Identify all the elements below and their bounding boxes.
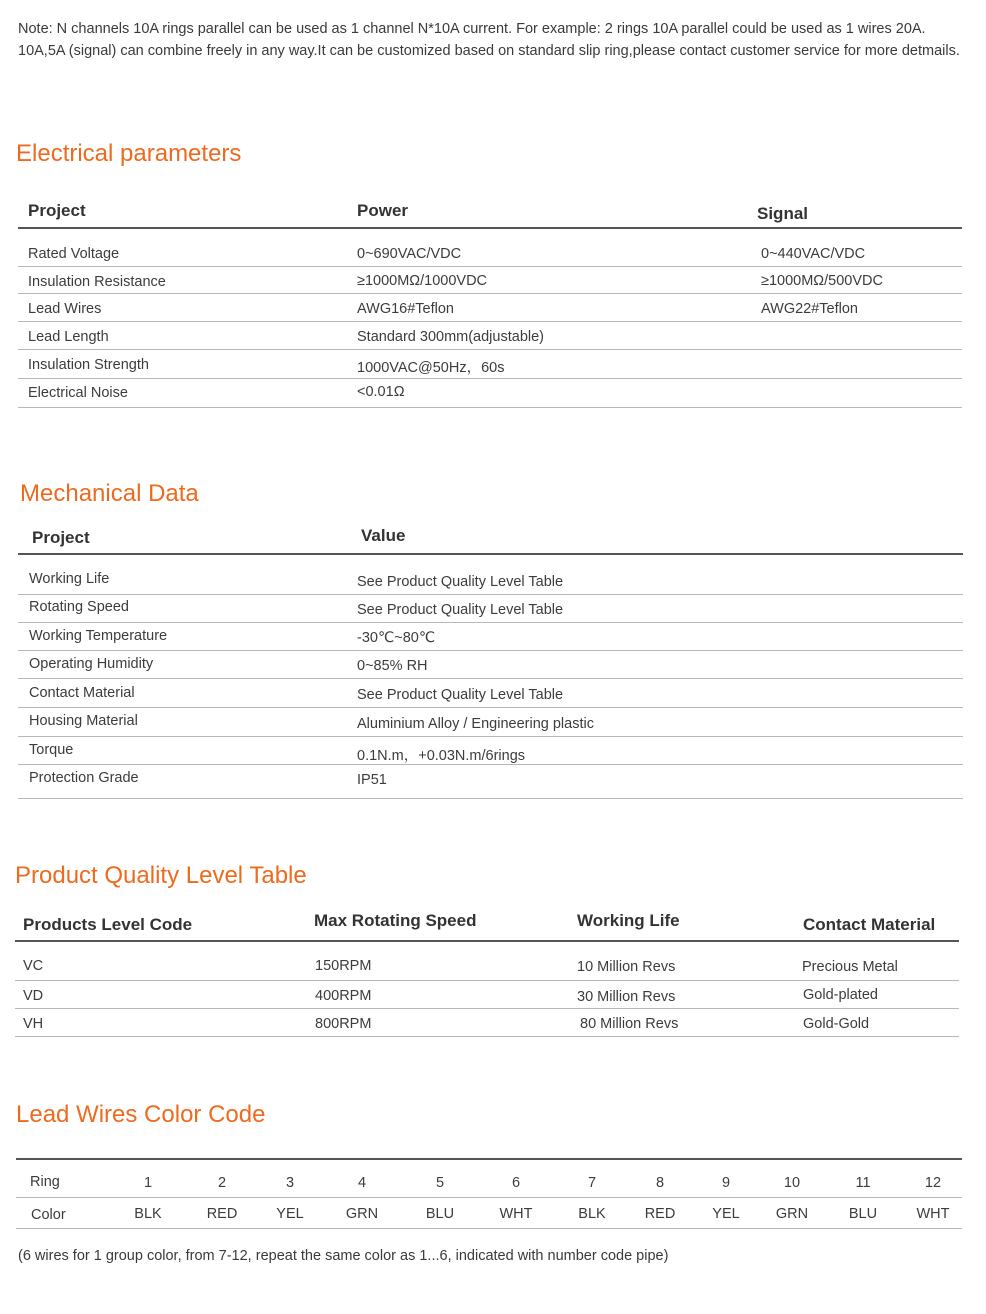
wire-color: WHT: [499, 1206, 533, 1222]
electrical-row-signal: AWG22#Teflon: [761, 301, 858, 317]
wire-color: GRN: [775, 1206, 809, 1222]
quality-row-life: 10 Million Revs: [577, 959, 676, 975]
row-divider: [18, 707, 963, 708]
electrical-row-signal: 0~440VAC/VDC: [761, 246, 866, 262]
wire-color: BLK: [134, 1206, 162, 1222]
row-divider: [18, 678, 963, 679]
quality-title: Product Quality Level Table: [15, 862, 307, 889]
quality-header-level-code: Products Level Code: [23, 915, 193, 934]
row-divider: [18, 622, 963, 623]
row-divider: [16, 1197, 962, 1198]
quality-row-life: 80 Million Revs: [580, 1016, 679, 1032]
mechanical-row-value: 0~85% RH: [357, 658, 428, 674]
row-divider: [18, 650, 963, 651]
ring-number: 5: [435, 1175, 445, 1191]
ring-number: 2: [217, 1175, 227, 1191]
row-divider: [18, 349, 962, 350]
row-divider: [15, 1008, 959, 1009]
electrical-row-power: ≥1000MΩ/1000VDC: [357, 273, 488, 289]
mechanical-row-value: -30℃~80℃: [357, 630, 436, 646]
wire-color: WHT: [916, 1206, 950, 1222]
electrical-row-power: <0.01Ω: [357, 384, 405, 400]
ring-number: 7: [587, 1175, 597, 1191]
mechanical-row-label: Working Life: [29, 571, 110, 587]
row-divider: [18, 594, 963, 595]
row-divider: [16, 1228, 962, 1229]
quality-row-material: Gold-plated: [803, 987, 878, 1003]
wire-color: BLK: [578, 1206, 606, 1222]
electrical-row-label: Lead Wires: [28, 301, 102, 317]
wires-color-label: Color: [31, 1207, 66, 1223]
row-divider: [15, 980, 959, 981]
ring-number: 6: [511, 1175, 521, 1191]
row-divider: [18, 798, 963, 799]
mechanical-row-value: See Product Quality Level Table: [357, 574, 564, 590]
quality-row-material: Gold-Gold: [803, 1016, 870, 1032]
mechanical-title: Mechanical Data: [20, 480, 199, 507]
electrical-row-label: Electrical Noise: [28, 385, 128, 401]
row-divider: [18, 293, 962, 294]
electrical-title: Electrical parameters: [16, 140, 242, 167]
electrical-header-project: Project: [28, 201, 86, 220]
ring-number: 9: [721, 1175, 731, 1191]
ring-number: 10: [783, 1175, 801, 1191]
wires-ring-label: Ring: [30, 1174, 60, 1190]
electrical-row-label: Insulation Strength: [28, 357, 149, 373]
mechanical-header-rule: [18, 553, 963, 555]
ring-number: 3: [285, 1175, 295, 1191]
mechanical-row-label: Rotating Speed: [29, 599, 129, 615]
wire-color: GRN: [345, 1206, 379, 1222]
electrical-header-signal: Signal: [757, 204, 809, 223]
mechanical-header-value: Value: [361, 526, 406, 545]
ring-number: 11: [855, 1175, 871, 1191]
mechanical-row-value: IP51: [357, 772, 387, 788]
row-divider: [18, 266, 962, 267]
row-divider: [18, 764, 963, 765]
quality-row-speed: 800RPM: [315, 1016, 372, 1032]
mechanical-row-label: Protection Grade: [29, 770, 139, 786]
quality-row-speed: 150RPM: [315, 958, 372, 974]
row-divider: [18, 736, 963, 737]
quality-header-contact-material: Contact Material: [803, 915, 936, 934]
wire-color: YEL: [276, 1206, 304, 1222]
electrical-row-label: Insulation Resistance: [28, 274, 166, 290]
wire-color: RED: [644, 1206, 676, 1222]
wires-footnote: (6 wires for 1 group color, from 7-12, repeat the same color as 1...6, indicated with number code pipe): [18, 1248, 669, 1264]
quality-row-life: 30 Million Revs: [577, 989, 676, 1005]
row-divider: [18, 407, 962, 408]
ring-number: 8: [655, 1175, 665, 1191]
electrical-row-label: Lead Length: [28, 329, 109, 345]
mechanical-row-label: Working Temperature: [29, 628, 168, 644]
ring-number: 1: [143, 1175, 153, 1191]
row-divider: [18, 321, 962, 322]
electrical-header-power: Power: [357, 201, 409, 220]
electrical-row-power: 1000VAC@50Hz，60s: [357, 360, 505, 376]
electrical-row-power: AWG16#Teflon: [357, 301, 454, 317]
quality-row-code: VH: [23, 1016, 44, 1032]
ring-number: 4: [357, 1175, 367, 1191]
row-divider: [15, 1036, 959, 1037]
ring-number: 12: [924, 1175, 942, 1191]
quality-row-material: Precious Metal: [802, 959, 898, 975]
wires-top-rule: [16, 1158, 962, 1160]
electrical-row-power: 0~690VAC/VDC: [357, 246, 462, 262]
electrical-header-rule: [18, 227, 962, 229]
mechanical-header-project: Project: [32, 528, 90, 547]
quality-row-code: VD: [23, 988, 44, 1004]
quality-header-working-life: Working Life: [577, 911, 680, 930]
mechanical-row-value: See Product Quality Level Table: [357, 602, 564, 618]
mechanical-row-value: See Product Quality Level Table: [357, 687, 564, 703]
mechanical-row-value: Aluminium Alloy / Engineering plastic: [357, 716, 594, 732]
wires-title: Lead Wires Color Code: [16, 1101, 266, 1128]
mechanical-row-value: 0.1N.m，+0.03N.m/6rings: [357, 748, 526, 764]
row-divider: [18, 378, 962, 379]
mechanical-row-label: Housing Material: [29, 713, 138, 729]
wire-color: RED: [206, 1206, 238, 1222]
wire-color: BLU: [848, 1206, 878, 1222]
quality-row-code: VC: [23, 958, 44, 974]
electrical-row-label: Rated Voltage: [28, 246, 120, 262]
quality-header-rule: [15, 940, 959, 942]
mechanical-row-label: Torque: [29, 742, 74, 758]
wire-color: BLU: [425, 1206, 455, 1222]
note-text: Note: N channels 10A rings parallel can be used as 1 channel N*10A current. For example: 2 rings 10A parallel could be used as 1 wires 20A. 10A,5A (signal) can combine freely in any way.It can be customized based on standard slip ring,please contact customer service for more detmails.: [18, 21, 960, 59]
mechanical-row-label: Operating Humidity: [29, 656, 154, 672]
quality-row-speed: 400RPM: [315, 988, 372, 1004]
electrical-row-power: Standard 300mm(adjustable): [357, 329, 544, 345]
quality-header-max-speed: Max Rotating Speed: [314, 911, 477, 930]
electrical-row-signal: ≥1000MΩ/500VDC: [761, 273, 883, 289]
wire-color: YEL: [712, 1206, 740, 1222]
mechanical-row-label: Contact Material: [29, 685, 135, 701]
